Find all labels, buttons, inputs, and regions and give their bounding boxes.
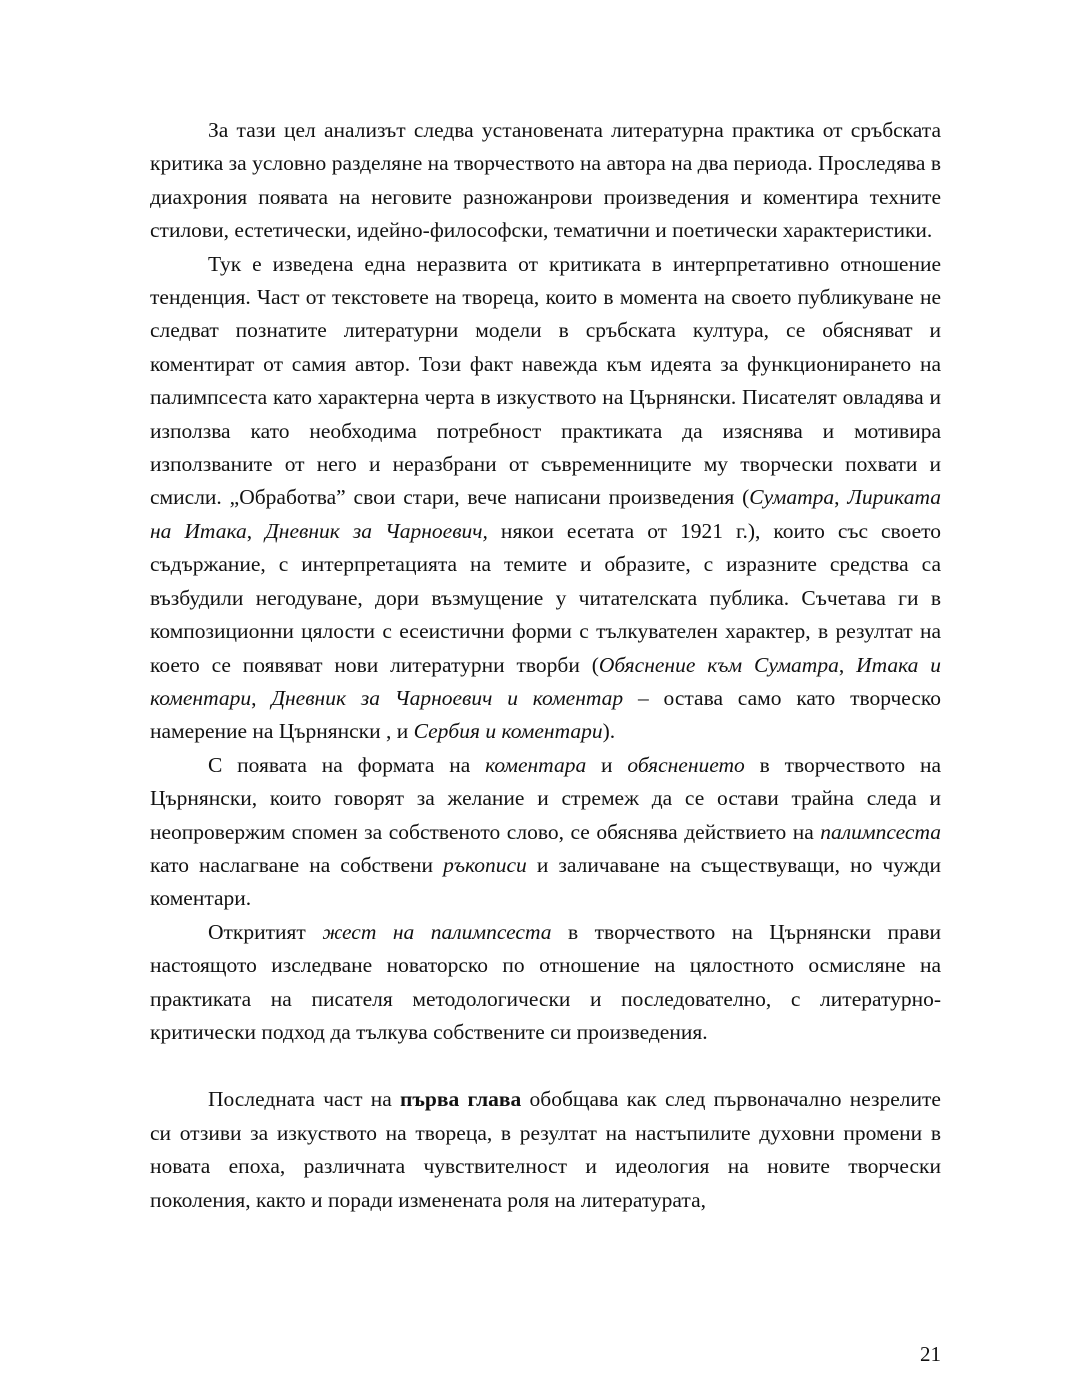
text-segment: – остава само като творческо намерение на Църнянски , и [150,685,941,744]
paragraph [150,916,941,1050]
text-segment: Последната част на [208,1087,400,1112]
text-segment: За тази цел анализът следва установената литературна практика от сръбската критика за условно разделяне на творчеството на автора на два периода. Проследява в диахрония появата на неговите разножанрови произведения и коментира техните стилови, естетически, идейно-философски, тематични и поетически характеристики. [150,118,941,243]
text-segment: в творчеството на Църнянски прави настоящото изследване новаторско по отношение на цялостното осмисляне на практиката на писателя методологически и последователно, с литературно-критически подход да тълкува собствените си произведения. [150,919,942,1044]
text-segment: С появата на формата на [208,752,486,777]
paragraph [150,1083,941,1217]
italic-text: жест на палимпсеста [322,919,552,944]
text-segment: някои есетата от 1921 г.), които със своето съдържание, с интерпретацията на темите и образите, с изразните средства са възбудили негодуване, дори възмущение у читателската публика. Съчетава ги в композиционни цялости с есеистични форми с тълкувателен характер, в резултат на което се появяват нови литературни творби ( [150,518,941,677]
text-segment: , [246,518,266,543]
italic-text: ръкописи [443,852,527,877]
paragraph-gap [150,1049,941,1083]
italic-text: палимпсеста [820,819,941,844]
page-number: 21 [920,1342,941,1366]
document-body [150,114,941,1217]
bold-text: първа глава [399,1087,522,1112]
text-segment: като наслагване на собствени [150,852,444,877]
paragraph [150,114,941,248]
text-segment: , [834,485,848,510]
italic-text: Сербия и коментари [413,719,603,744]
paragraph [150,248,941,749]
text-segment: в творчеството на Църнянски, които говорят за желание и стремеж да се остави трайна следа и неопровержим спомен за собственото слово, се обяснява действието на [150,752,941,844]
text-segment: Откритият [208,919,323,944]
italic-text: Обяснение към Суматра [598,652,839,677]
italic-text: коментара [485,752,587,777]
text-segment: обобщава как след първоначално незрелите си отзиви за изкуството на твореца, в резултат на настъпилите духовни промени в новата епоха, различната чувствителност и идеология на новите творчески поколения, както и поради изменената роля на литературата, [150,1087,941,1212]
text-segment: и [586,752,628,777]
italic-text: обяснението [627,752,745,777]
text-segment: Тук е изведена една неразвита от критиката в интерпретативно отношение тенденция. Част от текстовете на твореца, които в момента на своето публикуване не следват познатите литературни модели в сръбската култура, се обясняват и коментират от самия автор. Този факт навежда към идеята за функционирането на палимпсеста като характерна черта в изкуството на Църнянски. Писателят овладява и използва като необходима потребност практиката да изяснява и мотивира използваните от него и неразбрани от съвременниците му творчески похвати и смисли. „Обработва” свои стари, вече написани произведения ( [150,251,941,510]
italic-text: Суматра [749,485,835,510]
text-segment: ). [602,719,616,744]
paragraph [150,749,941,916]
italic-text: Дневник за Чарноевич, [265,518,488,543]
text-segment: , [251,685,272,710]
italic-text: Итака и коментари [150,652,941,710]
text-segment: и заличаване на съществуващи, но чужди коментари. [150,852,941,911]
text-segment: , [838,652,857,677]
italic-text: Дневник за Чарноевич и коментар [271,685,624,710]
italic-text: Лириката на Итака [150,485,941,543]
